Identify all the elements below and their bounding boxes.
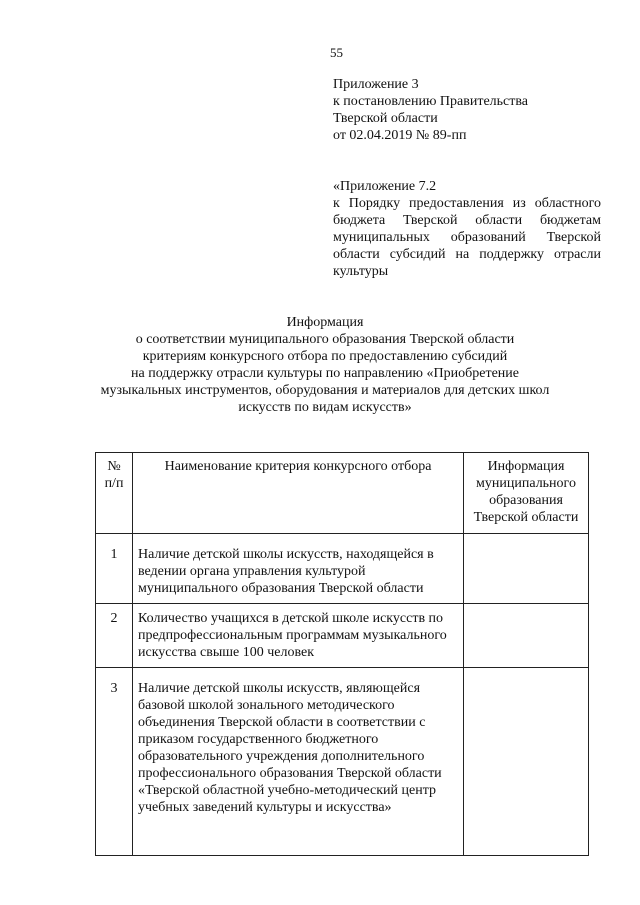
row-num: 1 — [96, 534, 133, 604]
document-title — [96, 314, 554, 416]
row-criterion: Количество учащихся в детской школе искусств по предпрофессиональным программам музыкального искусства свыше 100 человек — [133, 604, 464, 668]
table-row — [96, 668, 589, 856]
appendix-line: к постановлению Правительства — [333, 94, 529, 109]
row-info-cell[interactable] — [464, 604, 589, 668]
title-line: критериям конкурсного отбора по предоставлению субсидий — [142, 349, 508, 364]
appendix-inner-text: к Порядку предоставления из областного бюджета Тверской области бюджетам муниципальных образований Тверской области субсидий на поддержку отрасли культуры — [333, 196, 601, 279]
title-line: на поддержку отрасли культуры по направлению «Приобретение — [131, 366, 519, 381]
title-line: искусств по видам искусств» — [238, 400, 412, 415]
table-header-row — [96, 453, 589, 534]
header-num: № п/п — [96, 453, 133, 534]
table-row — [96, 604, 589, 668]
appendix-inner-block — [333, 178, 601, 280]
page-number: 55 — [330, 45, 343, 60]
appendix-line: от 02.04.2019 № 89-пп — [333, 128, 467, 143]
title-heading: Информация — [286, 315, 364, 330]
header-name: Наименование критерия конкурсного отбора — [133, 453, 464, 534]
criteria-table — [95, 452, 589, 856]
appendix-inner-heading: «Приложение 7.2 — [333, 179, 437, 194]
row-info-cell[interactable] — [464, 668, 589, 856]
appendix-line: Тверской области — [333, 111, 438, 126]
row-info-cell[interactable] — [464, 534, 589, 604]
row-criterion: Наличие детской школы искусств, являющейся базовой школой зонального методического объединения Тверской области в соответствии с приказом государственного бюджетного образовательного учреждения дополнительного профессионального образования Тверской области «Тверской областной учебно-методический центр учебных заведений культуры и искусства» — [133, 668, 464, 856]
title-line: музыкальных инструментов, оборудования и материалов для детских школ — [100, 383, 550, 398]
header-info: Информация муниципального образования Тверской области — [464, 453, 589, 534]
title-line: о соответствии муниципального образования Тверской области — [135, 332, 515, 347]
row-num: 3 — [96, 668, 133, 856]
appendix-block — [333, 76, 613, 144]
row-criterion: Наличие детской школы искусств, находящейся в ведении органа управления культурой муниципального образования Тверской области — [133, 534, 464, 604]
appendix-line: Приложение 3 — [333, 77, 419, 92]
table-row — [96, 534, 589, 604]
row-num: 2 — [96, 604, 133, 668]
